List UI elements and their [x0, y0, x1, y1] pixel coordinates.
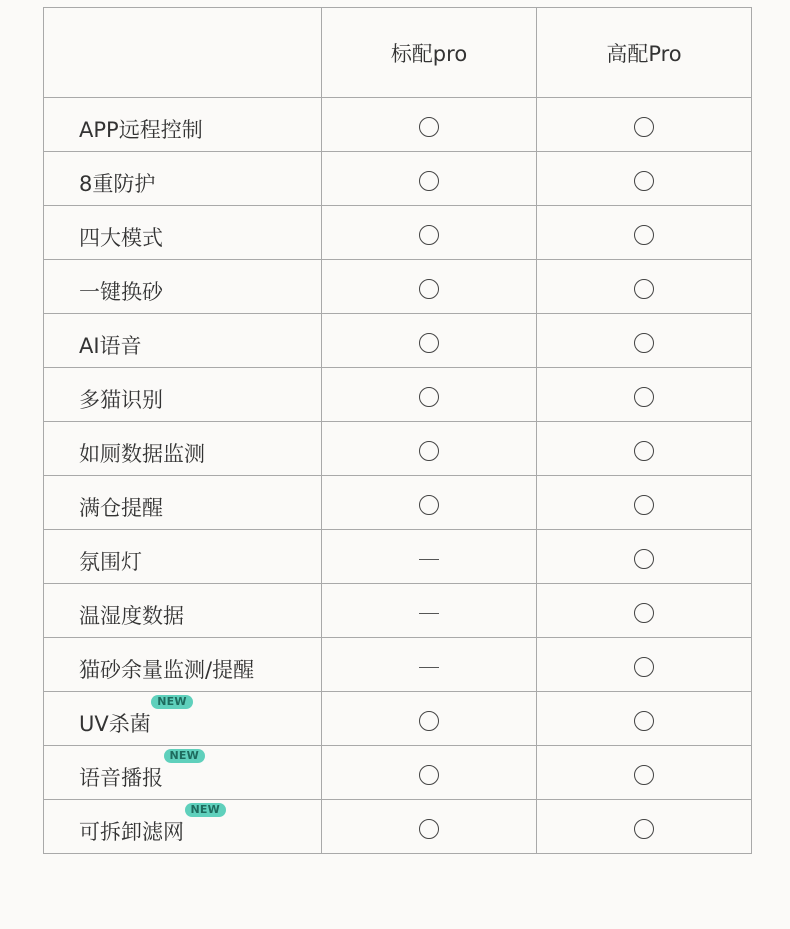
table-row: [44, 476, 752, 530]
feature-label: 猫砂余量监测/提醒: [79, 657, 255, 682]
not-included-dash-icon: [419, 559, 439, 560]
premium-pro-cell: [537, 530, 752, 584]
premium-pro-cell: [537, 152, 752, 206]
feature-label: AI语音: [79, 333, 142, 358]
table-row: [44, 800, 752, 854]
included-circle-icon: [634, 711, 654, 731]
new-badge: NEW: [151, 695, 192, 709]
table-row: [44, 260, 752, 314]
standard-pro-cell: [322, 368, 537, 422]
feature-label: APP远程控制: [79, 117, 203, 142]
included-circle-icon: [634, 819, 654, 839]
feature-cell: [44, 314, 322, 368]
premium-pro-cell: [537, 584, 752, 638]
premium-pro-cell: [537, 746, 752, 800]
included-circle-icon: [419, 279, 439, 299]
premium-pro-cell: [537, 260, 752, 314]
feature-cell: [44, 638, 322, 692]
included-circle-icon: [634, 657, 654, 677]
included-circle-icon: [634, 333, 654, 353]
included-circle-icon: [634, 603, 654, 623]
not-included-dash-icon: [419, 667, 439, 668]
feature-label: 满仓提醒: [79, 495, 163, 520]
feature-label: [79, 802, 220, 846]
feature-cell: [44, 152, 322, 206]
included-circle-icon: [419, 171, 439, 191]
standard-pro-cell: [322, 260, 537, 314]
new-badge: NEW: [164, 749, 205, 763]
table-row: [44, 584, 752, 638]
table-row: [44, 692, 752, 746]
table-row: [44, 314, 752, 368]
standard-pro-cell: [322, 206, 537, 260]
feature-cell: [44, 368, 322, 422]
feature-cell: [44, 800, 322, 854]
standard-pro-cell: [322, 476, 537, 530]
included-circle-icon: [419, 819, 439, 839]
standard-pro-cell: [322, 152, 537, 206]
premium-pro-cell: [537, 368, 752, 422]
included-circle-icon: [419, 711, 439, 731]
feature-label: 8重防护: [79, 171, 156, 196]
table-body: [44, 98, 752, 854]
not-included-dash-icon: [419, 613, 439, 614]
feature-cell: [44, 422, 322, 476]
included-circle-icon: [634, 117, 654, 137]
included-circle-icon: [634, 171, 654, 191]
included-circle-icon: [634, 387, 654, 407]
table-row: [44, 638, 752, 692]
feature-cell: [44, 206, 322, 260]
feature-cell: [44, 260, 322, 314]
premium-pro-cell: [537, 98, 752, 152]
feature-label: [79, 748, 199, 792]
feature-cell: [44, 530, 322, 584]
feature-cell: [44, 476, 322, 530]
feature-cell: [44, 98, 322, 152]
table-row: [44, 368, 752, 422]
premium-pro-cell: [537, 638, 752, 692]
premium-pro-cell: [537, 476, 752, 530]
standard-pro-cell: [322, 638, 537, 692]
standard-pro-cell: [322, 746, 537, 800]
included-circle-icon: [419, 333, 439, 353]
table-row: [44, 422, 752, 476]
standard-pro-cell: [322, 422, 537, 476]
included-circle-icon: [419, 495, 439, 515]
included-circle-icon: [419, 225, 439, 245]
feature-label: 四大模式: [79, 225, 163, 250]
standard-pro-cell: [322, 530, 537, 584]
premium-pro-cell: [537, 422, 752, 476]
table-row: [44, 98, 752, 152]
feature-label: [79, 694, 187, 738]
table-row: [44, 746, 752, 800]
feature-label: 氛围灯: [79, 549, 142, 574]
included-circle-icon: [634, 225, 654, 245]
included-circle-icon: [634, 549, 654, 569]
standard-pro-cell: [322, 98, 537, 152]
premium-pro-cell: [537, 314, 752, 368]
premium-pro-cell: [537, 206, 752, 260]
header-premium-pro: 高配Pro: [537, 8, 752, 98]
included-circle-icon: [419, 387, 439, 407]
feature-label: 如厕数据监测: [79, 441, 205, 466]
table-row: [44, 152, 752, 206]
included-circle-icon: [634, 765, 654, 785]
header-corner: [44, 8, 322, 98]
standard-pro-cell: [322, 584, 537, 638]
new-badge: NEW: [185, 803, 226, 817]
premium-pro-cell: [537, 800, 752, 854]
feature-label-text: 语音播报: [79, 765, 163, 790]
feature-label-text: UV杀菌: [79, 711, 151, 736]
feature-label: 多猫识别: [79, 387, 163, 412]
feature-cell: [44, 692, 322, 746]
standard-pro-cell: [322, 314, 537, 368]
comparison-table: [43, 7, 752, 854]
feature-cell: [44, 746, 322, 800]
standard-pro-cell: [322, 800, 537, 854]
header-row: [44, 8, 752, 98]
feature-label: 温湿度数据: [79, 603, 184, 628]
included-circle-icon: [634, 441, 654, 461]
included-circle-icon: [419, 117, 439, 137]
feature-cell: [44, 584, 322, 638]
included-circle-icon: [634, 495, 654, 515]
table-row: [44, 530, 752, 584]
included-circle-icon: [419, 765, 439, 785]
standard-pro-cell: [322, 692, 537, 746]
premium-pro-cell: [537, 692, 752, 746]
feature-label: 一键换砂: [79, 279, 163, 304]
included-circle-icon: [634, 279, 654, 299]
table-row: [44, 206, 752, 260]
header-standard-pro: 标配pro: [322, 8, 537, 98]
included-circle-icon: [419, 441, 439, 461]
feature-label-text: 可拆卸滤网: [79, 819, 184, 844]
